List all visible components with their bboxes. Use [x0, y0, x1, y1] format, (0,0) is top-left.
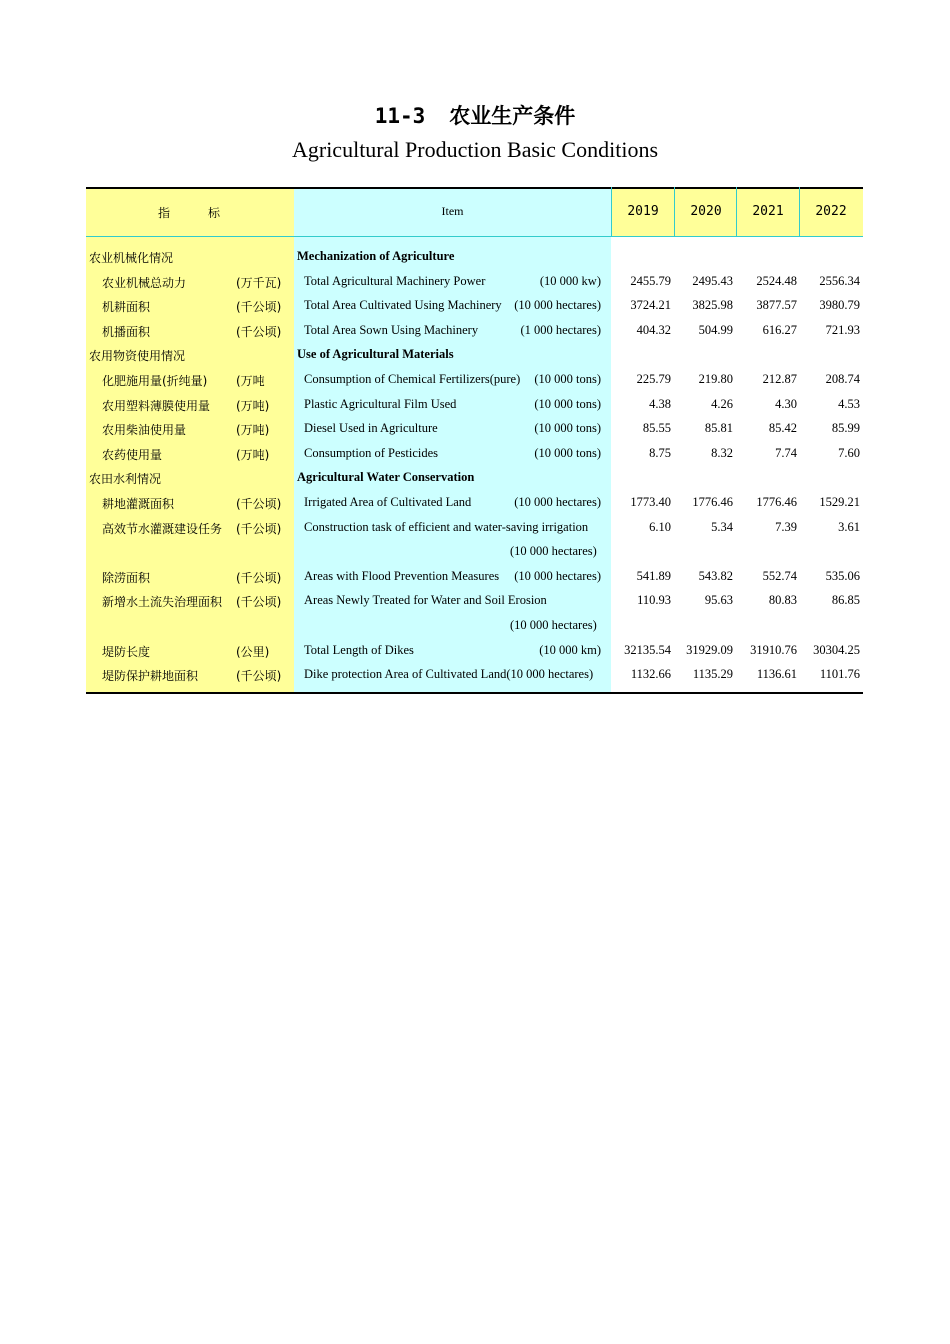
table-title-cn-text: 农业生产条件 [449, 104, 576, 128]
row-label-en: Areas with Flood Prevention Measures [304, 568, 500, 583]
row-label-en: Diesel Used in Agriculture [304, 421, 438, 436]
row-value-2020: 2495.43 [692, 273, 733, 288]
table-row [86, 294, 863, 318]
row-label-cn: 农药使用量 [102, 447, 163, 462]
row-value-2020: 1776.46 [692, 495, 733, 509]
table-title-cn [0, 100, 950, 130]
row-value-2019: 85.55 [642, 421, 671, 436]
row-label-cn: 农用物资使用情况 [89, 349, 186, 364]
table-row [86, 540, 863, 564]
row-value-2020: 5.34 [711, 519, 733, 534]
table-number: 11-3 [374, 104, 426, 128]
row-unit-cn: (千公顷) [236, 595, 282, 610]
row-label-cn: 农用塑料薄膜使用量 [102, 398, 211, 413]
row-label-en: Consumption of Chemical Fertilizers(pure) [304, 372, 521, 386]
row-value-2021: 2524.48 [756, 273, 797, 288]
section-row [86, 343, 863, 367]
row-unit-cn: (千公顷) [236, 300, 282, 315]
table-row [86, 663, 863, 687]
row-label-en: Irrigated Area of Cultivated Land [304, 495, 472, 509]
header-indicator: 指 标 [158, 206, 221, 220]
row-label-en: Consumption of Pesticides [304, 445, 439, 460]
row-value-2022: 3980.79 [819, 298, 860, 313]
row-value-2019: 110.93 [637, 593, 671, 608]
row-value-2021: 3877.57 [756, 298, 797, 313]
row-value-2020: 1135.29 [692, 667, 733, 682]
row-label-en: Total Area Sown Using Machinery [304, 322, 479, 337]
row-label-en: Agricultural Water Conservation [297, 470, 475, 485]
table-row [86, 270, 863, 294]
row-label-cn: 农用柴油使用量 [102, 423, 187, 438]
row-value-2020: 3825.98 [692, 298, 733, 313]
row-unit-en: (10 000 hectares) [514, 568, 601, 583]
row-value-2019: 6.10 [649, 519, 671, 534]
header-year-2019: 2019 [627, 204, 659, 219]
row-value-2021: 85.42 [768, 421, 797, 436]
row-value-2021: 616.27 [762, 322, 797, 337]
table-row [86, 368, 863, 392]
row-value-2022: 1101.76 [819, 667, 860, 682]
row-value-2019: 225.79 [636, 372, 671, 386]
row-unit-cn: (万吨) [236, 423, 270, 438]
row-value-2019: 404.32 [636, 322, 671, 337]
table-row [86, 565, 863, 589]
row-value-2022: 30304.25 [813, 642, 860, 657]
row-unit-en: (10 000 tons) [534, 372, 601, 386]
row-unit-en: (10 000 kw) [539, 273, 601, 288]
row-value-2021: 1776.46 [756, 495, 797, 509]
section-row [86, 466, 863, 490]
row-label-cn: 堤防长度 [102, 644, 151, 659]
row-unit-en: (1 000 hectares) [520, 322, 601, 337]
row-value-2021: 212.87 [762, 372, 797, 386]
table-top-rule [86, 187, 863, 189]
row-label-cn: 新增水土流失治理面积 [102, 595, 223, 610]
table-row [86, 639, 863, 663]
row-label-cn: 机播面积 [102, 324, 151, 339]
row-unit-cn: (万吨) [236, 398, 270, 413]
row-unit-en: (10 000 km) [539, 642, 601, 657]
table-row [86, 516, 863, 540]
row-value-2021: 7.39 [775, 519, 797, 534]
row-value-2019: 1132.66 [630, 667, 671, 682]
row-value-2020: 543.82 [698, 568, 733, 583]
table-row [86, 614, 863, 638]
row-unit-en: (10 000 hectares) [510, 618, 597, 632]
row-value-2022: 86.85 [831, 593, 860, 608]
row-label-en: Mechanization of Agriculture [297, 249, 455, 263]
row-unit-cn: (千公顷) [236, 669, 282, 684]
row-label-cn: 农业机械化情况 [89, 251, 174, 265]
row-value-2019: 3724.21 [630, 298, 671, 313]
row-value-2021: 552.74 [762, 568, 797, 583]
row-unit-en: (10 000 hectares) [514, 298, 601, 313]
row-value-2020: 95.63 [704, 593, 733, 608]
row-unit-en: (10 000 hectares) [510, 544, 597, 559]
row-label-en: Construction task of efficient and water-saving irrigation [304, 519, 589, 534]
row-value-2022: 721.93 [825, 322, 860, 337]
row-value-2019: 1773.40 [630, 495, 671, 509]
table-row [86, 319, 863, 343]
row-value-2020: 8.32 [711, 445, 733, 460]
row-unit-cn: (千公顷) [236, 570, 282, 585]
row-value-2022: 3.61 [838, 519, 860, 534]
header-year-2020: 2020 [690, 204, 722, 219]
row-value-2022: 535.06 [825, 568, 860, 583]
header-item: Item [441, 204, 464, 218]
row-label-cn: 高效节水灌溉建设任务 [102, 521, 223, 536]
row-value-2019: 4.38 [649, 396, 671, 411]
row-value-2020: 4.26 [711, 396, 733, 411]
row-label-en: Use of Agricultural Materials [297, 347, 454, 362]
row-value-2022: 2556.34 [819, 273, 860, 288]
row-value-2022: 85.99 [831, 421, 860, 436]
row-label-en: Total Length of Dikes [304, 642, 414, 657]
row-value-2019: 8.75 [649, 445, 671, 460]
table-bottom-rule [86, 692, 863, 694]
row-value-2022: 7.60 [838, 445, 860, 460]
table-row [86, 491, 863, 515]
table-row [86, 442, 863, 466]
row-value-2020: 31929.09 [686, 642, 733, 657]
row-unit-en: (10 000 tons) [534, 445, 601, 460]
row-unit-cn: (千公顷) [236, 497, 282, 511]
row-value-2021: 1136.61 [756, 667, 797, 682]
row-label-en: Plastic Agricultural Film Used [304, 396, 457, 411]
row-unit-cn: (千公顷) [236, 521, 282, 536]
table-title-en: Agricultural Production Basic Conditions [291, 137, 659, 162]
row-unit-cn: (公里) [236, 644, 270, 659]
row-unit-cn: (万千瓦) [236, 275, 282, 290]
table-row [86, 417, 863, 441]
row-value-2021: 31910.76 [750, 642, 797, 657]
row-value-2019: 32135.54 [624, 642, 671, 657]
header-year-2021: 2021 [752, 204, 784, 219]
row-label-cn: 农业机械总动力 [102, 275, 187, 290]
row-value-2019: 2455.79 [630, 273, 671, 288]
row-label-cn: 除涝面积 [102, 570, 151, 585]
row-value-2022: 1529.21 [819, 495, 860, 509]
row-label-en: Total Area Cultivated Using Machinery [304, 298, 502, 313]
row-unit-en: (10 000 tons) [534, 421, 601, 436]
row-label-en: Total Agricultural Machinery Power [304, 273, 486, 288]
header-year-2022: 2022 [815, 204, 847, 219]
row-label-cn: 机耕面积 [102, 300, 151, 315]
row-value-2019: 541.89 [636, 568, 671, 583]
table-row [86, 589, 863, 613]
row-value-2020: 85.81 [704, 421, 733, 436]
row-unit-en: (10 000 tons) [534, 396, 601, 411]
row-value-2020: 504.99 [698, 322, 733, 337]
row-value-2022: 4.53 [838, 396, 860, 411]
row-value-2022: 208.74 [825, 372, 860, 386]
row-label-cn: 农田水利情况 [89, 472, 162, 487]
row-label-cn: 耕地灌溉面积 [102, 497, 175, 511]
section-row [86, 245, 863, 269]
row-label-en: Areas Newly Treated for Water and Soil Erosion [304, 593, 547, 608]
row-unit-cn: (万吨) [236, 447, 270, 462]
row-label-cn: 化肥施用量(折纯量) [102, 374, 208, 388]
row-label-cn: 堤防保护耕地面积 [102, 669, 199, 684]
row-value-2020: 219.80 [698, 372, 733, 386]
table-row [86, 393, 863, 417]
row-unit-cn: (千公顷) [236, 324, 282, 339]
row-unit-en: (10 000 hectares) [514, 495, 601, 509]
row-value-2021: 80.83 [768, 593, 797, 608]
row-value-2021: 4.30 [775, 396, 797, 411]
row-label-en: Dike protection Area of Cultivated Land(10 000 hectares) [304, 667, 594, 682]
row-value-2021: 7.74 [775, 445, 797, 460]
row-unit-cn: (万吨 [236, 374, 265, 388]
